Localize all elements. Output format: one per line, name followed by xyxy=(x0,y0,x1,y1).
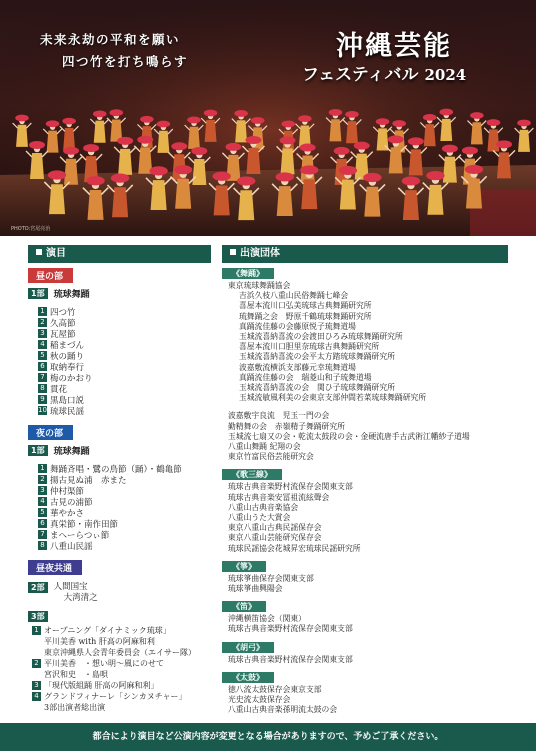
item-title: 華やかさ xyxy=(50,508,85,519)
group-name: 琉舞踊之会 野原千鶴琉球舞踊研究所 xyxy=(239,311,372,321)
item-number: 2 xyxy=(32,659,41,668)
category-groups xyxy=(228,614,512,634)
item-title: 揚古見ぬ浦 赤また xyxy=(50,475,127,486)
item-number: 3 xyxy=(32,681,41,690)
category-label: 《歌三線》 xyxy=(222,469,282,480)
category-groups xyxy=(228,655,512,665)
part3-item xyxy=(32,658,211,669)
group-name: 八重山古典音楽孫明流太鼓の会 xyxy=(228,705,338,715)
part-name: 琉球舞踊 xyxy=(53,447,90,457)
performer-category xyxy=(222,268,512,462)
category-label: 《箏》 xyxy=(222,561,266,572)
common-part2-row xyxy=(28,582,211,604)
part-badge: 2部 xyxy=(28,582,48,593)
item-title: 古見の浦節 xyxy=(50,497,93,508)
item-title: 仲村渠節 xyxy=(50,486,85,497)
item-title: まへーらつぃ節 xyxy=(50,530,110,541)
festival-title: 沖縄芸能 xyxy=(336,31,452,62)
item-text: オープニング「ダイナミック琉球」 xyxy=(44,626,171,635)
group-name: 琉球箏曲興陽会 xyxy=(228,584,283,594)
part2-line: 人間国宝 xyxy=(53,582,88,592)
program-item xyxy=(38,317,211,328)
program-item xyxy=(38,372,211,383)
item-number: 10 xyxy=(38,406,47,414)
part-name: 琉球舞踊 xyxy=(53,290,90,300)
part3-item xyxy=(32,691,211,702)
group-name: 琉球古典音楽野村流保存会関東支部 xyxy=(228,624,353,634)
slogan-line-1: 未来永劫の平和を願い xyxy=(40,32,181,47)
common-part3-row xyxy=(28,611,211,622)
item-number: 1 xyxy=(32,626,41,635)
night-session xyxy=(28,425,211,551)
performers-header-label: 出演団体 xyxy=(240,248,280,259)
group-name: 八重山古典音楽協会 xyxy=(228,502,299,512)
group-name: 玉城流敏風利美の会東京支部仲間若菜琉球舞踊研究所 xyxy=(239,393,427,403)
program-header xyxy=(28,245,211,263)
group-name: 東京八重山古典民謡保存会 xyxy=(228,523,322,533)
group-name: 玉城流喜納喜流の会 関ひ子琉球舞踊研究所 xyxy=(239,383,395,393)
part3-item-detail xyxy=(32,636,211,647)
program-item xyxy=(38,496,211,507)
program-column xyxy=(28,268,211,713)
item-number: 4 xyxy=(32,692,41,701)
item-number: 5 xyxy=(38,351,47,360)
festival-subtitle-text: フェスティバル xyxy=(302,65,419,85)
item-title: 琉球民謡 xyxy=(50,406,85,417)
program-item xyxy=(38,350,211,361)
group-name: 琉球箏曲保存会関東支部 xyxy=(228,573,314,583)
group-name: 琉球古典音楽安冨祖流絃聲会 xyxy=(228,492,330,502)
group-name: 吉浜久枝八重山民俗舞踊七峰会 xyxy=(239,291,349,301)
performer-category xyxy=(222,642,512,665)
program-item xyxy=(38,394,211,405)
item-number: 4 xyxy=(38,340,47,349)
item-title: 秋の踊り xyxy=(50,351,85,362)
program-item xyxy=(38,540,211,551)
item-number: 1 xyxy=(38,307,47,316)
group-name: 喜屋本流川口弘美琉球古典舞踊研究所 xyxy=(239,301,372,311)
part-badge: 1部 xyxy=(28,288,48,299)
day-session-label: 昼の部 xyxy=(28,268,73,283)
item-title: 黒島口説 xyxy=(50,395,85,406)
program-item xyxy=(38,529,211,540)
program-item xyxy=(38,306,211,317)
part3-item xyxy=(32,625,211,636)
part2-performer xyxy=(54,582,98,604)
performer-category xyxy=(222,601,512,634)
item-title: 久高節 xyxy=(50,318,76,329)
item-text: 宮沢和史 ・島唄 xyxy=(44,670,108,679)
group-name: 勤精舞の会 赤嶺精子舞踊研究所 xyxy=(228,421,345,431)
program-item xyxy=(38,474,211,485)
item-title: 八重山民謡 xyxy=(50,541,93,552)
footer-notice: 都合により演目など公演内容が変更となる場合がありますので、予めご了承ください。 xyxy=(0,723,536,751)
program-item xyxy=(38,361,211,372)
item-text: 東京沖縄県人会青年委員会（エイサー隊） xyxy=(44,648,196,657)
item-number: 6 xyxy=(38,362,47,371)
item-text: 平川美香 ・想い明～風にのせて xyxy=(44,659,164,668)
program-item xyxy=(38,383,211,394)
slogan-line-2: 四つ竹を打ち鳴らす xyxy=(62,54,189,69)
day-part-row xyxy=(28,287,211,300)
item-title: 真栄節・南作田節 xyxy=(50,519,119,530)
group-name: 八重山うた大賞会 xyxy=(228,513,291,523)
group-name: 徳八流太鼓保存会東京支部 xyxy=(228,684,322,694)
group-name: 真踊流佳藤の会 瑞菱山和子琉舞道場 xyxy=(239,372,372,382)
group-name: 東京竹富民俗芸能研究会 xyxy=(228,452,314,462)
part3-item xyxy=(32,680,211,691)
performers-column xyxy=(222,268,512,723)
part2-line: 大湾清之 xyxy=(63,593,98,603)
part3-program-list xyxy=(32,625,211,713)
item-title: 梅のかおり xyxy=(50,373,93,384)
group-name: 東京琉球舞踊協会 xyxy=(228,281,291,290)
item-number: 7 xyxy=(38,530,47,539)
item-number: 2 xyxy=(38,318,47,327)
category-label: 《胡弓》 xyxy=(222,642,274,653)
group-name: 玉城流喜納喜流の会平太方踏琉球舞踊研究所 xyxy=(239,352,395,362)
part3-item-detail xyxy=(32,669,211,680)
item-number: 1 xyxy=(38,464,47,473)
category-label: 《舞踊》 xyxy=(222,268,274,279)
program-item xyxy=(38,485,211,496)
festival-year: 2024 xyxy=(424,66,467,84)
category-groups xyxy=(228,281,512,462)
item-number: 6 xyxy=(38,519,47,528)
item-title: 瓦屋節 xyxy=(50,329,76,340)
item-title: 稲まづん xyxy=(50,340,85,351)
part-badge: 1部 xyxy=(28,445,48,456)
item-number: 8 xyxy=(38,384,47,393)
square-icon xyxy=(230,249,236,255)
festival-subtitle xyxy=(302,60,466,85)
category-groups xyxy=(228,482,512,553)
group-name: 波嘉敷流横浜支部藤元幸琉舞道場 xyxy=(239,362,356,372)
part3-item-detail xyxy=(32,702,211,713)
group-name: 東京八重山芸能研究保存会 xyxy=(228,533,322,543)
group-name: 琉球古典音楽野村流保存会関東支部 xyxy=(228,654,353,664)
group-name: 喜屋本流川口胆里奈琉球古典舞踊研究所 xyxy=(239,342,380,352)
category-groups xyxy=(228,685,512,716)
program-header-label: 演目 xyxy=(46,248,66,259)
item-text: 「現代版組踊 肝高の阿麻和利」 xyxy=(44,681,159,690)
group-name: 琉球古典音楽野村流保存会関東支部 xyxy=(228,482,353,492)
performer-category xyxy=(222,469,512,553)
item-title: 四つ竹 xyxy=(50,307,76,318)
square-icon xyxy=(36,249,42,255)
item-number: 3 xyxy=(38,329,47,338)
common-session-label: 昼夜共通 xyxy=(28,560,82,575)
day-session xyxy=(28,268,211,416)
performers-header xyxy=(222,245,508,263)
item-text: 平川美香 with 肝高の阿麻和利 xyxy=(44,637,155,646)
part-badge: 3部 xyxy=(28,611,48,622)
group-name: 玉城流七扇又の会・乾流太鼓段の会・金硬流唐手古武術江幡紗子道場 xyxy=(228,431,470,441)
performer-category xyxy=(222,561,512,594)
item-title: 舞踊斉唱・鷺の鳥節（踊）・鶴亀節 xyxy=(50,464,182,475)
program-item xyxy=(38,463,211,474)
hero-banner xyxy=(0,0,536,236)
day-program-list xyxy=(38,306,211,416)
item-number: 5 xyxy=(38,508,47,517)
item-text: グランドフィナーレ「シンカヌチャー」 xyxy=(44,692,187,701)
performer-category xyxy=(222,672,512,716)
common-session xyxy=(28,560,211,713)
program-item xyxy=(38,328,211,339)
item-number: 9 xyxy=(38,395,47,404)
night-part-row xyxy=(28,444,211,457)
program-item xyxy=(38,518,211,529)
program-item xyxy=(38,507,211,518)
group-name: 琉球民謡協会花城昇宏琉球民謡研究所 xyxy=(228,543,361,553)
group-name: 沖縄横笛協会（関東） xyxy=(228,614,306,624)
photo-credit: PHOTO:宮尾亮治 xyxy=(11,226,51,232)
item-number: 2 xyxy=(38,475,47,484)
night-session-label: 夜の部 xyxy=(28,425,73,440)
part3-item-detail xyxy=(32,647,211,658)
group-name: 光史流太鼓保存会 xyxy=(228,695,291,705)
group-name: 八重山舞踊 紀翔の会 xyxy=(228,442,301,452)
program-item xyxy=(38,405,211,416)
item-title: 貫花 xyxy=(50,384,68,395)
group-name: 波嘉敷宇良流 児玉一門の会 xyxy=(228,411,330,421)
category-label: 《太鼓》 xyxy=(222,672,274,683)
item-number: 4 xyxy=(38,497,47,506)
item-number: 8 xyxy=(38,541,47,550)
group-name: 玉城流喜納喜流の会渡田ひろみ琉球舞踊研究所 xyxy=(239,332,403,342)
item-number: 7 xyxy=(38,373,47,382)
item-text: 3部出演者総出演 xyxy=(44,703,106,712)
item-title: 取納奉行 xyxy=(50,362,85,373)
category-label: 《笛》 xyxy=(222,601,266,612)
night-program-list xyxy=(38,463,211,551)
program-item xyxy=(38,339,211,350)
item-number: 3 xyxy=(38,486,47,495)
group-name: 真踊流佳藤の会藤原悦子琉舞道場 xyxy=(239,321,356,331)
category-groups xyxy=(228,574,512,594)
